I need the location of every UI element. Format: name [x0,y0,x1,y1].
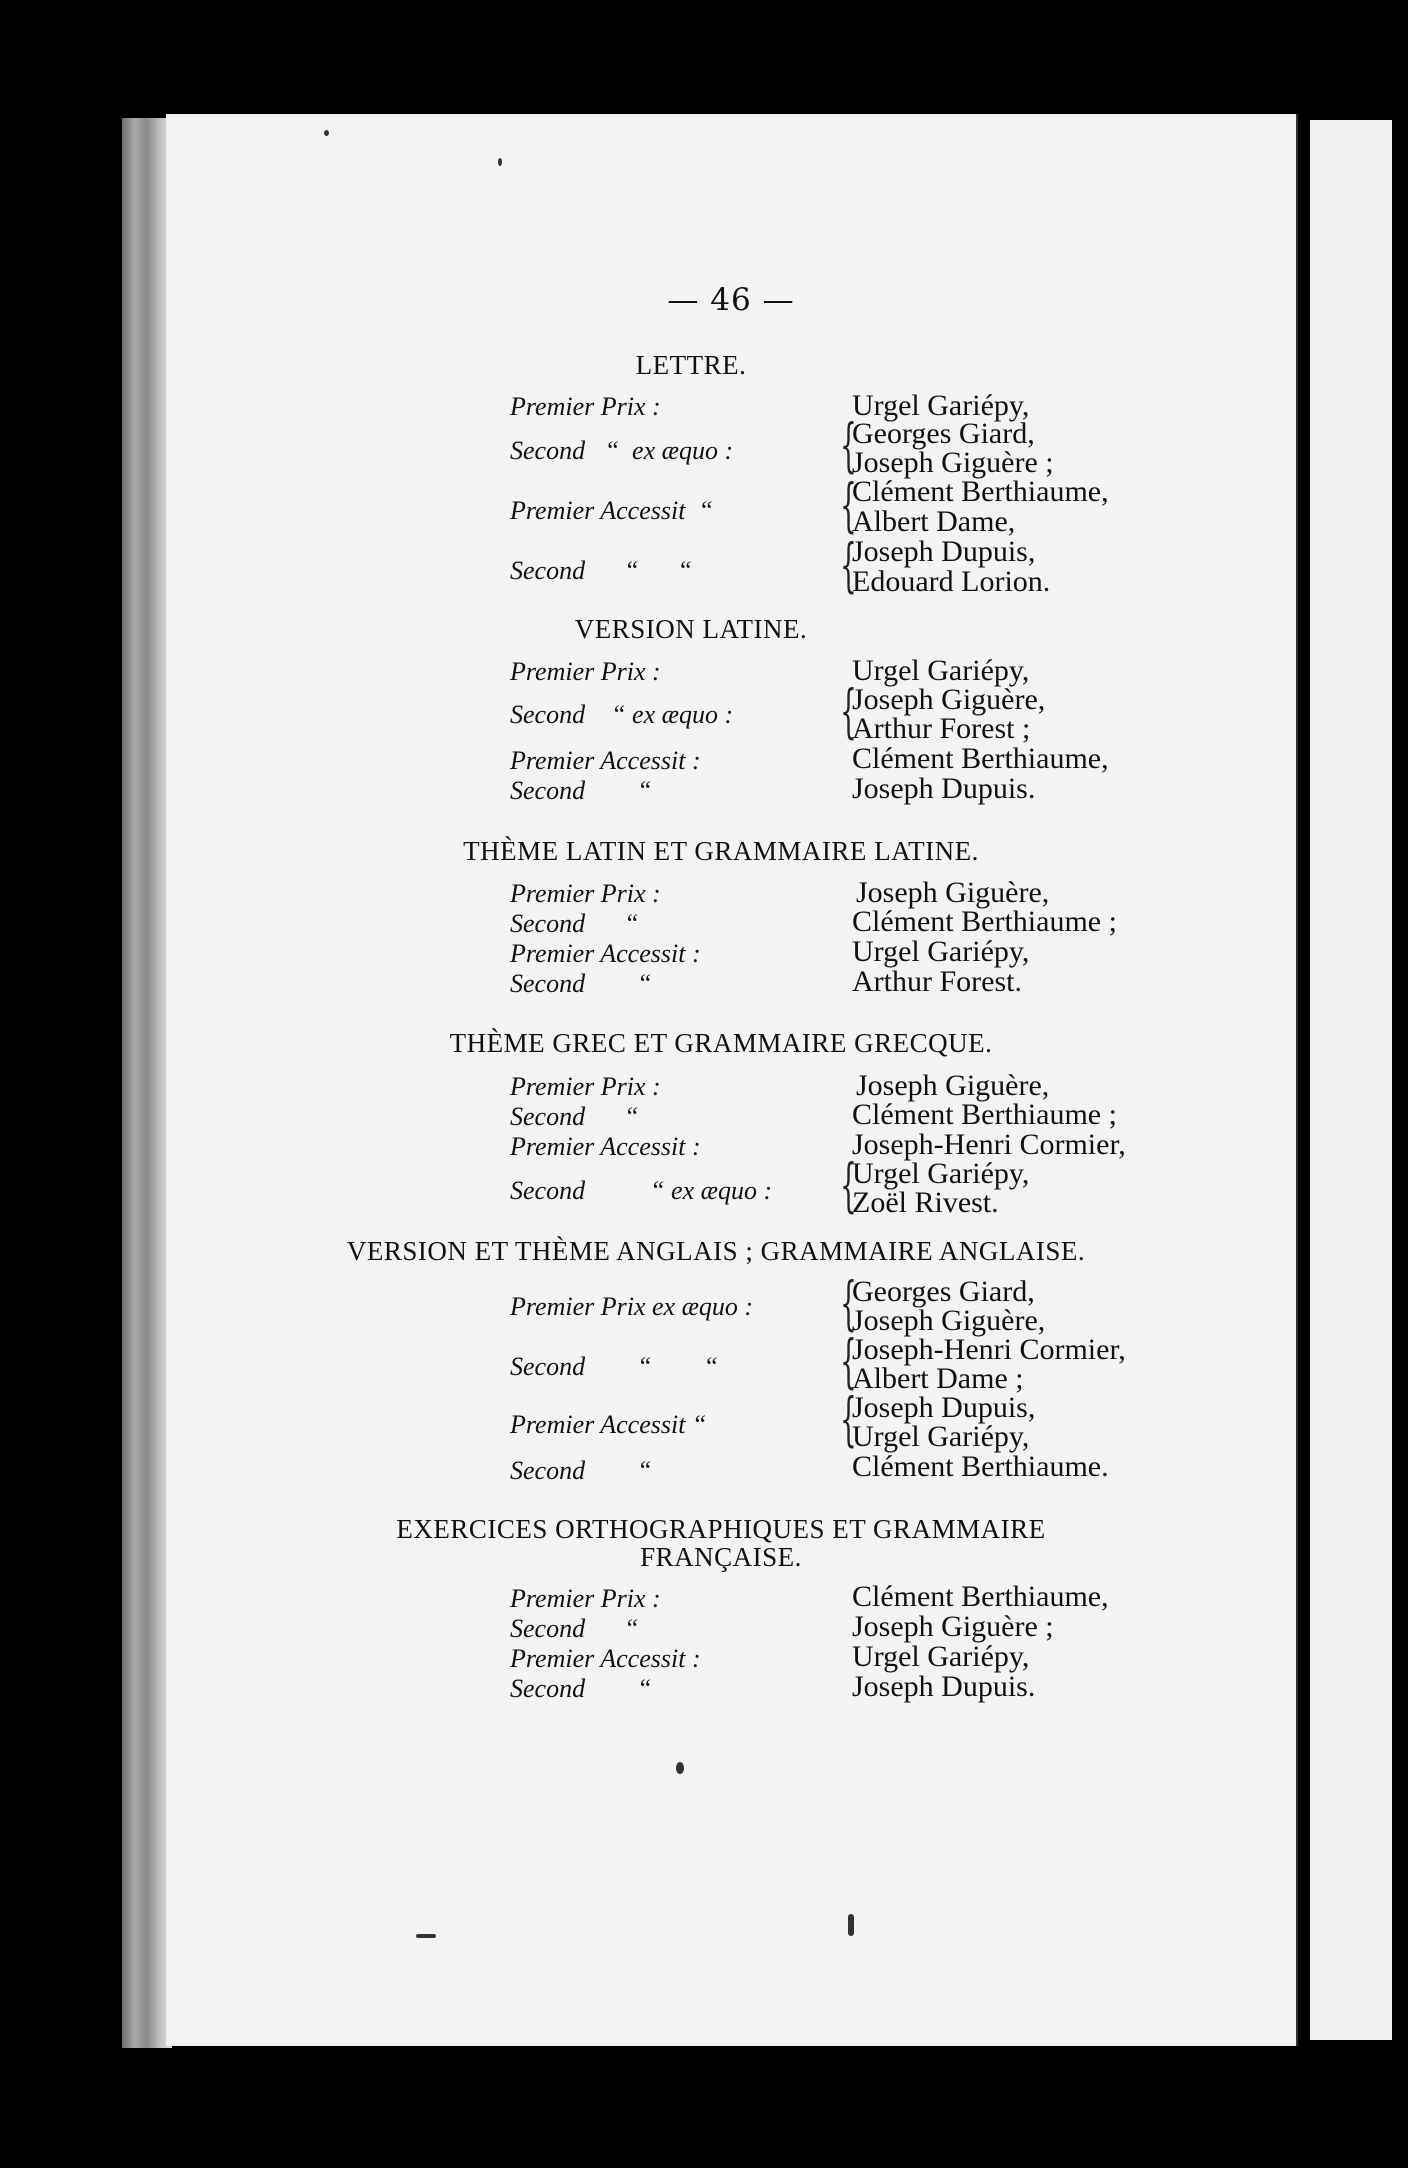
brace-icon: { [840,1151,857,1219]
winner-name: Urgel Gariépy, [852,1157,1030,1190]
winner-name: Clément Berthiaume, [852,475,1109,508]
section-title-theme-grec: THÈME GREC ET GRAMMAIRE GRECQUE. [449,1028,993,1058]
role-label: Premier Accessit : [510,939,701,968]
book-spine-edge [122,118,172,2048]
role-label: Second “ [510,1456,652,1485]
next-page-edge [1310,120,1392,2040]
role-label: Second “ “ [510,556,692,585]
role-label: Second “ [510,776,652,805]
role-label: Premier Accessit “ [510,496,713,525]
ink-speck [848,1914,854,1936]
winner-name: Joseph-Henri Cormier, [852,1128,1126,1161]
section-title-theme-latin: THÈME LATIN ET GRAMMAIRE LATINE. [463,836,979,866]
winner-name: Joseph Giguère, [856,876,1050,909]
winner-name: Urgel Gariépy, [852,1420,1030,1453]
page-number: — 46 — [667,282,795,318]
winner-name: Joseph Giguère, [852,1304,1046,1337]
section-title-lettre: LETTRE. [635,350,747,380]
winner-name: Joseph Giguère ; [852,446,1054,479]
winner-name: Edouard Lorion. [852,565,1051,598]
ink-speck [416,1934,436,1938]
role-label: Second “ [510,1614,639,1643]
winner-name: Albert Dame ; [852,1362,1024,1395]
role-label: Premier Accessit : [510,1132,701,1161]
role-label: Premier Prix : [510,1584,661,1613]
book-page [166,114,1298,2046]
role-label: Premier Prix : [510,392,661,421]
winner-name: Urgel Gariépy, [852,1640,1030,1673]
winner-name: Arthur Forest. [852,965,1022,998]
winner-name: Joseph Giguère, [852,683,1046,716]
role-label: Premier Prix : [510,657,661,686]
winner-name: Joseph-Henri Cormier, [852,1333,1126,1366]
winner-name: Arthur Forest ; [852,712,1031,745]
winner-name: Clément Berthiaume ; [852,1098,1117,1131]
brace-icon: { [840,1327,857,1395]
role-label: Second “ “ [510,1352,718,1381]
section-title-version-latine: VERSION LATINE. [574,614,808,644]
winner-name: Georges Giard, [852,1275,1035,1308]
winner-name: Joseph Dupuis. [852,772,1036,805]
section-title-francais-line1: EXERCICES ORTHOGRAPHIQUES ET GRAMMAIRE [396,1514,1046,1544]
winner-name: Joseph Dupuis, [852,1391,1036,1424]
brace-icon: { [840,411,857,479]
ink-speck [498,158,502,166]
winner-name: Zoël Rivest. [852,1186,999,1219]
role-label: Premier Accessit : [510,746,701,775]
winner-name: Urgel Gariépy, [852,389,1030,422]
ink-speck [676,1762,684,1774]
brace-icon: { [840,677,857,745]
role-label: Second “ ex æquo : [510,1176,773,1205]
winner-name: Joseph Dupuis. [852,1670,1036,1703]
role-label: Second “ ex æquo : [510,436,734,465]
winner-name: Joseph Giguère ; [852,1610,1054,1643]
winner-name: Joseph Dupuis, [852,535,1036,568]
winner-name: Clément Berthiaume, [852,742,1109,775]
winner-name: Georges Giard, [852,417,1035,450]
role-label: Second “ [510,1674,652,1703]
role-label: Second “ ex æquo : [510,700,734,729]
winner-name: Clément Berthiaume. [852,1450,1109,1483]
ink-speck [324,130,329,136]
role-label: Second “ [510,909,639,938]
role-label: Premier Accessit : [510,1644,701,1673]
role-label: Premier Accessit “ [510,1410,707,1439]
role-label: Second “ [510,969,652,998]
section-title-anglais: VERSION ET THÈME ANGLAIS ; GRAMMAIRE ANGLAISE. [346,1236,1086,1266]
brace-icon: { [840,471,857,539]
brace-icon: { [840,531,857,599]
brace-icon: { [840,1269,857,1337]
section-title-francais-line2: FRANÇAISE. [640,1542,802,1572]
winner-name: Albert Dame, [852,505,1016,538]
brace-icon: { [840,1385,857,1453]
winner-name: Joseph Giguère, [856,1069,1050,1102]
winner-name: Clément Berthiaume, [852,1580,1109,1613]
role-label: Premier Prix : [510,879,661,908]
winner-name: Clément Berthiaume ; [852,905,1117,938]
role-label: Premier Prix : [510,1072,661,1101]
role-label: Premier Prix ex æquo : [510,1292,754,1321]
role-label: Second “ [510,1102,639,1131]
winner-name: Urgel Gariépy, [852,935,1030,968]
winner-name: Urgel Gariépy, [852,654,1030,687]
